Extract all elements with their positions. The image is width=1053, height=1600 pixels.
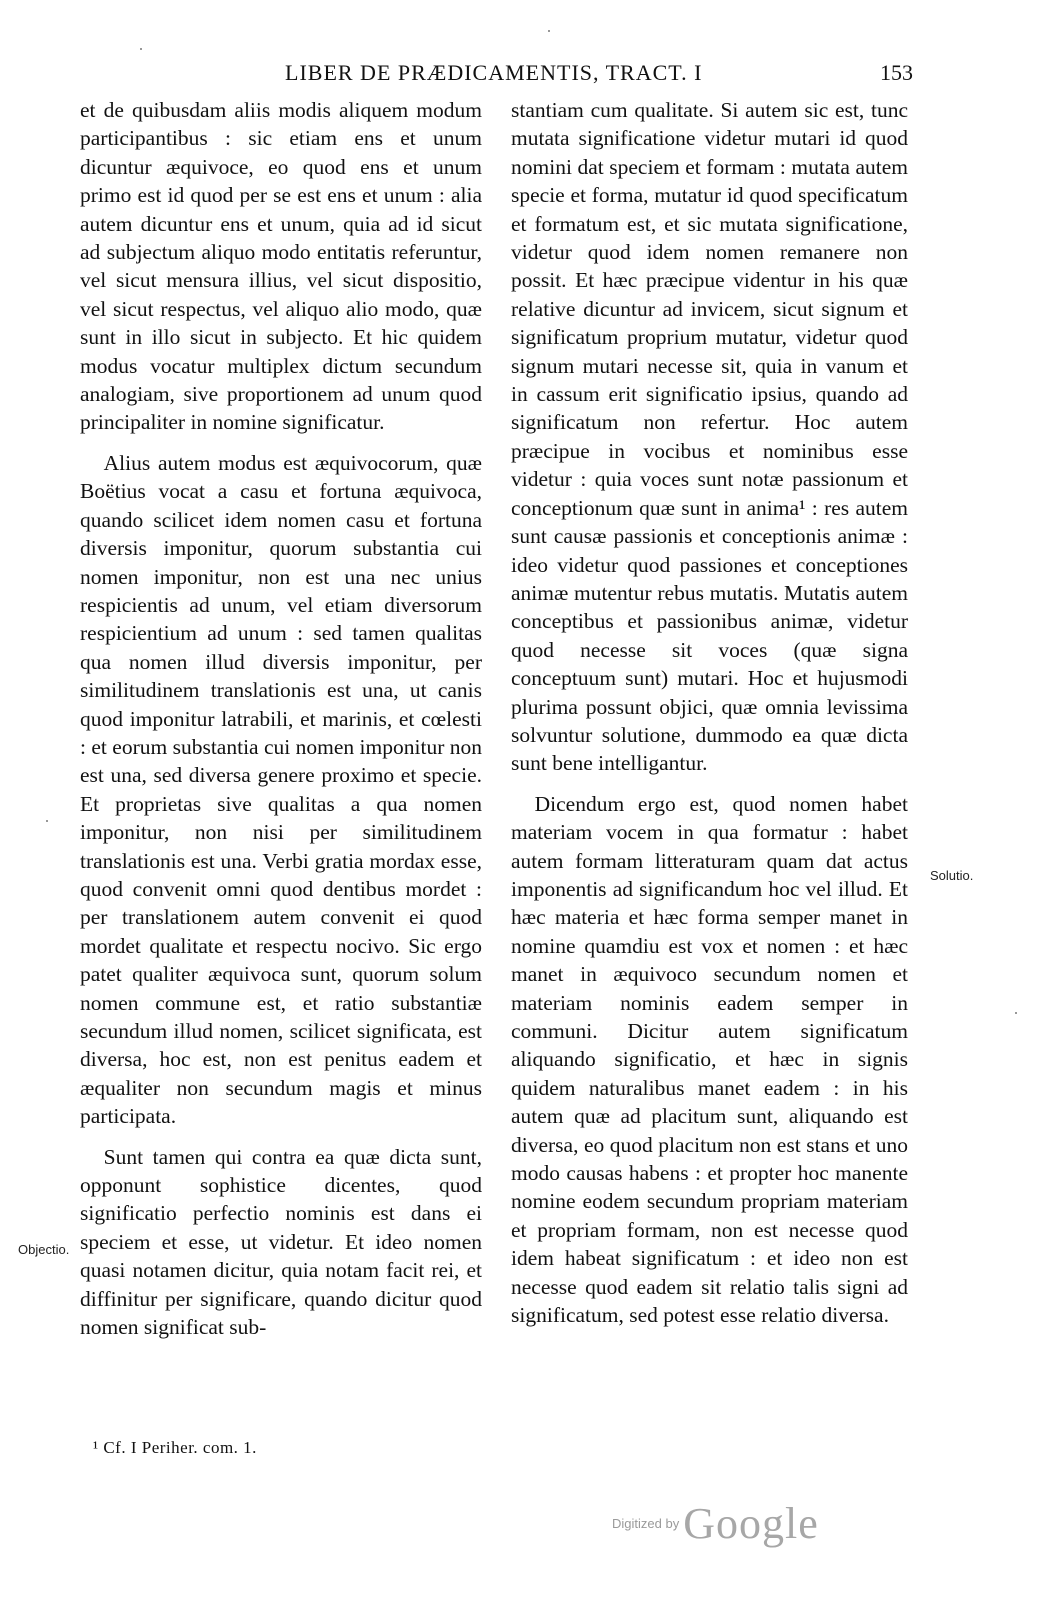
paragraph: Alius autem modus est æquivocorum, quæ Boëtius vocat a casu et fortuna æquivoca, quando scilicet idem nomen casu et fortuna diversis imponitur, quorum substantia cui nomen imponitur, non est una nec unius respicientis ad unum, vel etiam diversorum respicientium ad unum : sed tamen qualitas qua nomen illud diversis imponitur, per similitudinem translationis est una, ut canis quod imponitur latrabili, et marinis, et cœlesti : et eorum substantia cui nomen imponitur non est una, sed diversa genere proximo et specie. Et proprietas sive qualitas a qua nomen imponitur, non nisi per similitudinem translationis est una. Verbi gratia mordax esse, quod convenit omni quod dentibus mordet : per translationem autem convenit ei quod mordet qualitate et respectu nocivo. Sic ergo patet qualiter æquivoca sunt, quorum solum nomen commune est, et ratio substantiæ secundum illud nomen, scilicet significata, est diversa, hoc est, non est penitus eadem et æqualiter non secundum magis et minus participata.	[80, 450, 482, 1129]
paragraph: stantiam cum qualitate. Si autem sic est, tunc mutata significatione videtur mutari id quod nomini dat speciem et formam : mutata autem specie et forma, mutatur id quod specificatum et formatum est, et sic mutata significatione, videtur quod idem nomen remanere non possit. Et hæc præcipue videntur in his quæ relative dicuntur ad invicem, sicut signum et significatum proprium mutatur, videtur quod signum mutari necesse sit, quia in vanum et in cassum erit significatio ipsius, quando ad significatum non refertur. Hoc autem præcipue in vocibus et nominibus esse videtur : quia voces sunt notæ passionum et conceptionum quæ sunt in anima¹ : res autem sunt causæ passionis et conceptionis animæ : ideo videtur quod passiones et conceptiones animæ mutentur rebus mutatis. Mutatis autem conceptibus et passionibus animæ, videtur quod necesse sit voces (quæ signa conceptuum sunt) mutari. Hoc et hujusmodi plurima possunt objici, quæ omnia levissima solvuntur solutione, dummodo ea quæ dicta sunt bene intelligantur.	[511, 98, 908, 776]
paragraph: Dicendum ergo est, quod nomen habet materiam vocem in qua formatur : habet autem formam litteraturam quam dat actus imponentis ad significandum hoc vel illud. Et hæc materia et hæc forma semper manet in nomine quamdiu est vox et nomen : et hæc manet in æquivoco secundum nomen et materiam nominis eadem semper in communi. Dicitur autem significatum aliquando significatio, et hæc in signis quidem naturalibus manet eadem : in his autem quæ ad placitum sunt, aliquando est diversa, eo quod placitum non est stans et uno modo causas habens : et propter hoc manente nomine eodem secundum propriam materiam et propriam formam, non est necesse quod idem habeat significatum : et ideo non est necesse quod eadem sit relatio talis signi ad significatum, sed potest esse relatio diversa.	[511, 791, 908, 1328]
running-title: LIBER DE PRÆDICAMENTIS, TRACT. I	[285, 60, 703, 85]
scan-speck	[1015, 1012, 1017, 1014]
footnote: ¹ Cf. I Periher. com. 1.	[93, 1438, 257, 1457]
scan-speck	[548, 30, 550, 32]
scan-speck	[140, 48, 142, 50]
running-header	[0, 58, 1053, 88]
page-number: 153	[880, 60, 913, 85]
scan-speck	[46, 820, 48, 822]
paragraph: Sunt tamen qui contra ea quæ dicta sunt, opponunt sophistice dicentes, quod significatio perfectio nominis est dans ei speciem et esse, ut videtur. Et ideo nomen quasi notamen dicitur, quia notam facit rei, et diffinitur per significare, quando dicitur quod nomen significat sub-	[80, 1144, 482, 1340]
watermark-brand: Google	[683, 1499, 819, 1548]
watermark-prefix: Digitized by	[612, 1516, 680, 1531]
paragraph: et de quibusdam aliis modis aliquem modum participantibus : sic etiam ens et unum dicuntur æquivoce, eo quod ens et unum primo est id quod per se est ens et unum : alia autem dicuntur ens et unum, quia ad id sicut ad subjectum aliquo modo entitatis referuntur, vel sicut mensura illius, vel sicut dispositio, vel sicut respectus, vel aliquo alio modo, quæ sunt in illo sicut in subjecto. Et hic quidem modus vocatur multiplex dictum secundum analogiam, sive proportionem ad unum quod principaliter in nomine significatur.	[80, 98, 482, 435]
digitization-watermark	[612, 1498, 819, 1549]
right-column	[511, 96, 908, 1329]
margin-note-solutio: Solutio.	[930, 868, 974, 883]
margin-note-objectio: Objectio.	[18, 1242, 70, 1257]
left-column	[80, 96, 482, 1341]
